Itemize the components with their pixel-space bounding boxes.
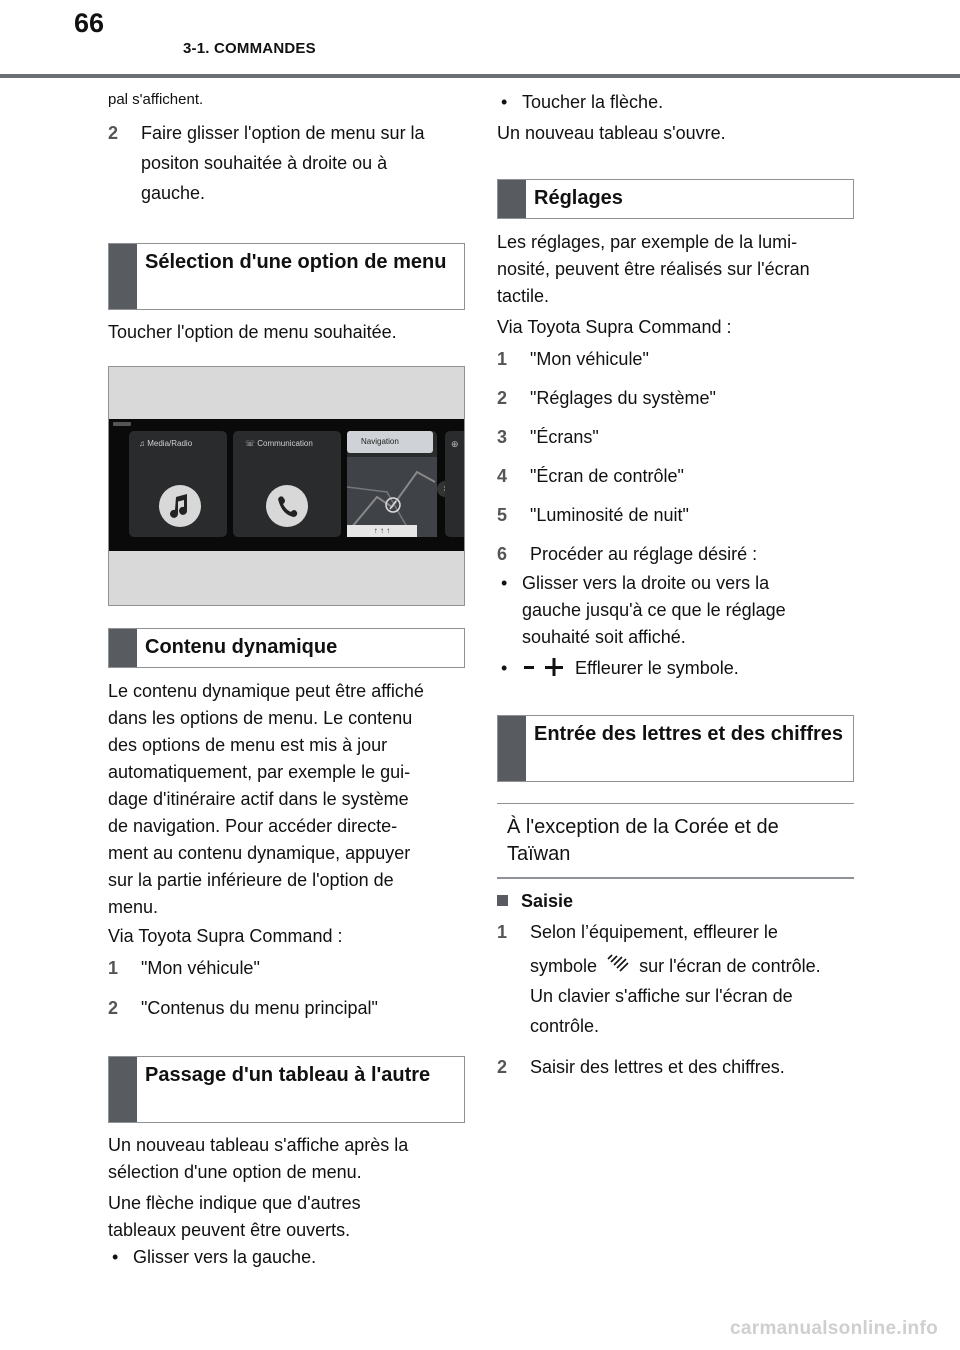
bullet-line: Glisser vers la droite ou vers la (522, 573, 770, 593)
step-drag-line-2: positon souhaitée à droite ou à (141, 153, 388, 173)
step-line: symbole (530, 956, 598, 976)
switch-line: Une flèche indique que d'autres (108, 1193, 361, 1213)
heading-selection-title: Sélection d'une option de menu (145, 251, 447, 273)
phone-handset-icon (266, 485, 308, 527)
switch-line: tableaux peuvent être ouverts. (108, 1220, 351, 1240)
step-drag (108, 118, 465, 208)
tile-media-label: Media/Radio (147, 439, 193, 448)
bullet-line: gauche jusqu'à ce que le réglage (522, 600, 786, 620)
step-item (497, 383, 854, 413)
step-text: "Luminosité de nuit" (530, 505, 689, 525)
settings-line: Les réglages, par exemple de la lumi- (497, 232, 798, 252)
tile-media-radio[interactable] (129, 431, 227, 537)
tile-communication[interactable] (233, 431, 341, 537)
step-number: 5 (497, 505, 508, 525)
step-item (497, 461, 854, 491)
bullet-line: souhaité soit affiché. (522, 627, 686, 647)
dynamic-line: de navigation. Pour accéder directe- (108, 816, 398, 836)
heading-box-letters (497, 715, 854, 782)
bullet-text: Glisser vers la gauche. (133, 1247, 317, 1267)
dynamic-line: sur la partie inférieure de l'option de (108, 870, 394, 890)
settings-paragraph (497, 229, 854, 310)
heading-bar (498, 716, 526, 781)
heading-bar (109, 244, 137, 309)
step-item (497, 344, 854, 374)
page-header (0, 0, 960, 80)
menu-screenshot (108, 366, 465, 606)
music-note-icon (159, 485, 201, 527)
heading-settings-title: Réglages (534, 187, 623, 209)
switch-line: sélection d'une option de menu. (108, 1162, 362, 1182)
heading-bar (498, 180, 526, 218)
bullet-item (497, 89, 854, 116)
heading-bar (109, 629, 137, 667)
watermark: carmanualsonline.info (730, 1318, 938, 1339)
phone-icon: ☏ (245, 439, 256, 448)
tile-communication-label: Communication (257, 439, 313, 448)
music-note-icon: ♫ (139, 439, 145, 448)
intro-text: pal s'affichent. (108, 91, 204, 108)
minus-icon (524, 666, 534, 669)
square-bullet-icon (497, 895, 508, 906)
plus-icon (545, 658, 563, 676)
input-step-1 (497, 917, 854, 1042)
step-text: "Contenus du menu principal" (141, 998, 378, 1018)
bullet-item (108, 1244, 465, 1271)
dynamic-line: dage d'itinéraire actif dans le système (108, 789, 409, 809)
step-line: contrôle. (530, 1016, 600, 1036)
dynamic-line: des options de menu est mis à jour (108, 735, 388, 755)
section-title: 3-1. COMMANDES (183, 40, 316, 57)
heading-box-settings (497, 179, 854, 219)
subheading-saisie (497, 889, 573, 913)
bullet-text: Effleurer le symbole. (575, 658, 739, 678)
region-note (497, 803, 854, 879)
control-display (109, 419, 464, 551)
step-item (497, 422, 854, 452)
step-text: "Écran de contrôle" (530, 466, 684, 486)
step-number: 1 (497, 922, 508, 942)
step-text: Saisir des lettres et des chiffres. (530, 1057, 785, 1077)
step-number: 6 (497, 544, 508, 564)
page-number: 66 (74, 8, 105, 38)
bullet-dot: • (501, 658, 508, 678)
heading-box-switch (108, 1056, 465, 1123)
heading-switch-title: Passage d'un tableau à l'autre (145, 1064, 431, 1086)
step-text: Procéder au réglage désiré : (530, 544, 758, 564)
tile-navigation[interactable] (347, 431, 437, 537)
via-command-text: Via Toyota Supra Command : (108, 926, 343, 946)
settings-line: nosité, peuvent être réalisés sur l'écran (497, 259, 810, 279)
switch-paragraph-2 (108, 1190, 465, 1244)
lane-arrows: ↑ ↑ ↑ (347, 525, 417, 537)
via-command-text: Via Toyota Supra Command : (497, 317, 732, 337)
step-number: 2 (497, 1057, 508, 1077)
step-text: "Écrans" (530, 427, 599, 447)
step-drag-line-3: gauche. (141, 183, 206, 203)
step-item (108, 953, 465, 983)
heading-letters-title: Entrée des lettres et des chiffres (534, 723, 844, 745)
step-number: 1 (497, 349, 508, 369)
dynamic-line: ment au contenu dynamique, appuyer (108, 843, 411, 863)
tile-navigation-label: Navigation (347, 431, 433, 453)
step-number: 1 (108, 958, 119, 978)
handwriting-pad-icon (606, 953, 630, 975)
bullet-dot: • (501, 573, 508, 593)
step-text: "Réglages du système" (530, 388, 716, 408)
switch-line: Un nouveau tableau s'affiche après la (108, 1135, 409, 1155)
step-item (108, 993, 465, 1023)
step-item (497, 539, 854, 569)
bullet-dot: • (112, 1247, 119, 1267)
input-step-2 (497, 1052, 854, 1082)
region-note-title: À l'exception de la Corée et de Taïwan (507, 816, 779, 865)
heading-bar (109, 1057, 137, 1122)
dynamic-line: automatiquement, par exemple le gui- (108, 762, 411, 782)
step-number: 3 (497, 427, 508, 447)
bullet-text: Toucher la flèche. (522, 92, 664, 112)
heading-dynamic-title: Contenu dynamique (145, 636, 338, 658)
bullet-dot: • (501, 92, 508, 112)
step-line: Selon l’équipement, effleurer le (530, 922, 778, 942)
switch-paragraph-1 (108, 1132, 465, 1186)
step-number: 2 (108, 998, 119, 1018)
dynamic-line: Le contenu dynamique peut être affiché (108, 681, 424, 701)
step-item (497, 500, 854, 530)
step-line: sur l'écran de contrôle. (639, 956, 821, 976)
step-text: "Mon véhicule" (530, 349, 649, 369)
settings-line: tactile. (497, 286, 550, 306)
heading-box-dynamic (108, 628, 465, 668)
bullet-item (497, 655, 854, 682)
step-number: 2 (108, 123, 119, 143)
dynamic-paragraph (108, 678, 465, 921)
status-indicator (113, 422, 131, 426)
step-line: Un clavier s'affiche sur l'écran de (530, 986, 793, 1006)
select-text: Toucher l'option de menu souhaitée. (108, 322, 397, 342)
dynamic-line: menu. (108, 897, 159, 917)
step-number: 2 (497, 388, 508, 408)
step-text: "Mon véhicule" (141, 958, 260, 978)
globe-icon: ⊕ (451, 439, 459, 449)
step-drag-line-1: Faire glisser l'option de menu sur la (141, 123, 425, 143)
header-rule (0, 74, 960, 78)
dynamic-line: dans les options de menu. Le contenu (108, 708, 413, 728)
bullet-item (497, 570, 854, 651)
step-number: 4 (497, 466, 508, 486)
new-panel-text: Un nouveau tableau s'ouvre. (497, 123, 726, 143)
subheading-text: Saisie (521, 891, 574, 911)
heading-box-selection (108, 243, 465, 310)
